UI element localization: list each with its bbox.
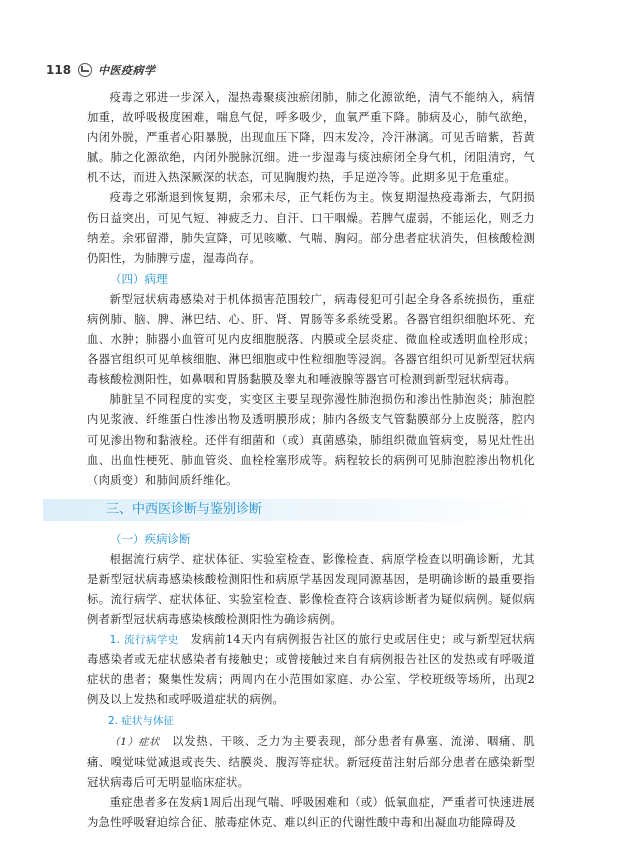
paragraph: 疫毒之邪进一步深入，湿热毒聚痰浊瘀闭肺，肺之化源欲绝，清气不能纳入，病情加重，故呼吸极度困难，喘息气促，呼多吸少，血氧严重下降。肺病及心，肺气欲绝，内闭外脱，严重者心阳暴脱，出现血压下降，四末发冷，冷汗淋漓。可见舌暗紫，苔黄腻。肺之化源欲绝，内闭外脱脉沉细。进一步湿毒与痰浊瘀闭全身气机，闭阻清窍，气机不达，而进入热深厥深的状态，可见胸腹灼热，手足逆冷等。此期多见于危重症。	[87, 91, 535, 185]
subheading-symptoms-signs: 2. 症状与体征	[108, 714, 174, 727]
item-text: 发病前14天内有病例报告社区的旅行史或居住史；或与新型冠状病毒感染者或无症状感染者有接触史；或曾接触过来自有病例报告社区的发热或有呼吸道症状的患者；聚集性发病；两周内在小范围如家庭、办公室、学校班级等场所，出现2例及以上发热和或呼吸道症状的病例。	[87, 633, 535, 707]
page-body	[87, 88, 535, 833]
section-heading-disease-diagnosis: （一）疾病诊断	[110, 531, 191, 546]
paragraph: 重症患者多在发病1周后出现气喘、呼吸困难和（或）低氧血症，严重者可快速进展为急性呼吸窘迫综合征、脓毒症休克、难以纠正的代谢性酸中毒和出凝血功能障碍及	[87, 795, 535, 829]
paragraph: 根据流行病学、症状体征、实验室检查、影像检查、病原学检查以明确诊断，尤其是新型冠状病毒感染核酸检测阳性和病原学基因发现同源基因，是明确诊断的最重要指标。流行病学、症状体征、实验室检查、影像检查符合该病诊断者为疑似病例。疑似病例者新型冠状病毒感染核酸检测阳性为确诊病例。	[87, 552, 535, 627]
section-heading-pathology: （四）病理	[110, 271, 168, 286]
paragraph: 新型冠状病毒感染对于机体损害范围较广，病毒侵犯可引起全身各系统损伤，重症病例肺、脑、脾、淋巴结、心、肝、肾、胃肠等多系统受累。各器官组织细胞坏死、充血、水肿；肺器小血管可见内皮细胞脱落、内膜或全层炎症、微血栓或透明血栓形成；各器官组织可见单核细胞、淋巴细胞或中性粒细胞等浸润。各器官组织可见新型冠状病毒核酸检测阳性，如鼻咽和胃肠黏膜及睾丸和唾液腺等器官可检测到新型冠状病毒。	[87, 292, 535, 387]
epidemiology-item	[87, 630, 535, 710]
page-number: 118	[46, 63, 72, 77]
item-label: 1. 流行病学史	[109, 634, 179, 647]
logo-icon	[78, 63, 92, 77]
paragraph: 肺脏呈不同程度的实变，实变区主要呈现弥漫性肺泡损伤和渗出性肺泡炎；肺泡腔内见浆液、纤维蛋白性渗出物及透明膜形成；肺内各级支气管黏膜部分上皮脱落，腔内可见渗出物和黏液栓。还伴有细菌和（或）真菌感染，肺组织微血管病变，易见灶性出血、出血性梗死、肺血管炎、血栓栓塞形成等。病程较长的病例可见肺泡腔渗出物机化（肉质变）和肺间质纤维化。	[87, 393, 535, 487]
book-title: 中医疫病学	[98, 64, 156, 77]
paragraph: 疫毒之邪渐退到恢复期，余邪未尽，正气耗伤为主。恢复期湿热疫毒渐去，气阴损伤日益突出，可见气短、神疲乏力、自汗、口干咽燥。若脾气虚弱，不能运化，则乏力纳差。余邪留滞，肺失宣降，可见咳嗽、气喘、胸闷。部分患者症状消失，但核酸检测仍阳性，为肺脾亏虚，湿毒尚存。	[87, 191, 535, 265]
chapter-heading-diagnosis: 三、中西医诊断与鉴别诊断	[43, 499, 535, 521]
item-text: 以发热、干咳、乏力为主要表现，部分患者有鼻塞、流涕、咽痛、肌痛、嗅觉味觉减退或丧失、结膜炎、腹泻等症状。新冠疫苗注射后部分患者在感染新型冠状病毒后可无明显临床症状。	[87, 734, 535, 789]
page-header	[46, 62, 156, 78]
symptoms-item	[87, 732, 535, 793]
item-label: （1）症状	[109, 736, 161, 748]
